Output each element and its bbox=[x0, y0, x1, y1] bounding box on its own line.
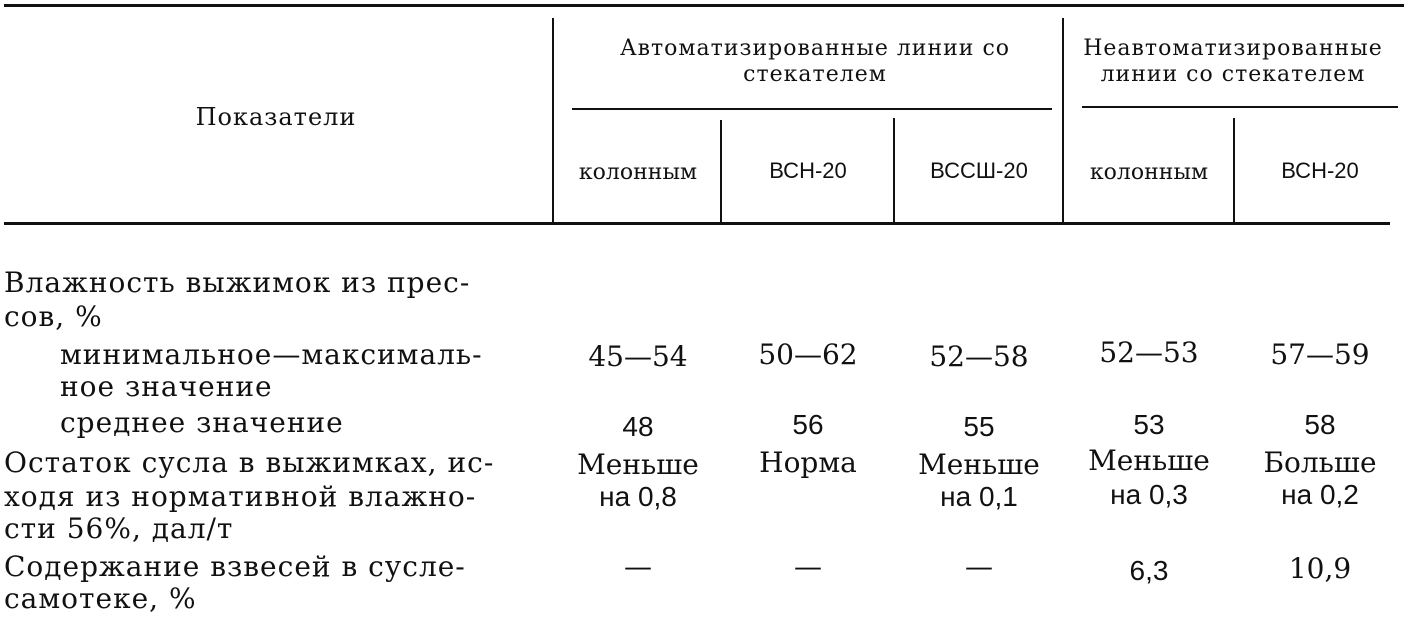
cell-average-2: 56 bbox=[792, 409, 824, 440]
cell-residue-1-line1: Меньше bbox=[577, 448, 699, 481]
row-label-residue-1: Остаток сусла в выжимках, ис- bbox=[4, 446, 495, 479]
col-header-2: ВСН-20 bbox=[769, 158, 847, 183]
cell-average-1: 48 bbox=[622, 411, 654, 442]
row-label-minmax-2: ное значение bbox=[60, 370, 273, 403]
group-nonauto-rule bbox=[1082, 106, 1398, 108]
cell-minmax-3: 52—58 bbox=[929, 340, 1029, 373]
header-bottom-rule bbox=[4, 222, 1390, 225]
divider-groups bbox=[1062, 18, 1064, 222]
cell-residue-3-line2: на 0,1 bbox=[940, 481, 1018, 512]
col-header-5: ВСН-20 bbox=[1281, 158, 1359, 183]
cell-minmax-4: 52—53 bbox=[1099, 336, 1199, 369]
cell-minmax-5: 57—59 bbox=[1270, 338, 1370, 371]
cell-suspended-2: — bbox=[794, 550, 822, 583]
cell-minmax-2: 50—62 bbox=[758, 338, 858, 371]
row-label-minmax-1: минимальное—максималь- bbox=[60, 338, 483, 371]
cell-residue-2-line1: Норма bbox=[759, 446, 857, 479]
top-rule bbox=[4, 4, 1404, 7]
row-label-moisture-1: Влажность выжимок из прес- bbox=[4, 266, 471, 299]
cell-residue-5-line1: Больше bbox=[1263, 446, 1377, 479]
cell-average-3: 55 bbox=[963, 411, 995, 442]
cell-suspended-4: 6,3 bbox=[1129, 555, 1169, 586]
cell-residue-4-line1: Меньше bbox=[1088, 444, 1210, 477]
header-indicator: Показатели bbox=[195, 103, 357, 131]
row-label-average: среднее значение bbox=[60, 406, 344, 439]
divider-indicator bbox=[552, 18, 554, 222]
divider-col1 bbox=[720, 120, 722, 222]
cell-suspended-1: — bbox=[624, 550, 652, 583]
col-header-4: колонным bbox=[1089, 160, 1209, 185]
cell-average-4: 53 bbox=[1133, 409, 1165, 440]
cell-suspended-5: 10,9 bbox=[1288, 552, 1352, 585]
header-group-nonauto: Неавтоматизированные линии со стекателем bbox=[1083, 36, 1383, 87]
cell-residue-5-line2: на 0,2 bbox=[1281, 479, 1359, 510]
divider-col4 bbox=[1233, 118, 1235, 222]
cell-residue-1-line2: на 0,8 bbox=[599, 481, 677, 512]
row-label-residue-3: сти 56%, дал/т bbox=[4, 512, 234, 545]
header-group-auto: Автоматизированные линии со стекателем bbox=[619, 36, 1011, 87]
cell-minmax-1: 45—54 bbox=[588, 340, 688, 373]
group-auto-rule bbox=[572, 108, 1052, 110]
divider-col2 bbox=[893, 118, 895, 222]
row-label-residue-2: ходя из нормативной влажно- bbox=[4, 480, 477, 513]
cell-average-5: 58 bbox=[1304, 409, 1336, 440]
row-label-suspended-2: самотеке, % bbox=[4, 582, 197, 615]
cell-residue-3-line1: Меньше bbox=[918, 448, 1040, 481]
row-label-moisture-2: сов, % bbox=[4, 300, 103, 333]
col-header-1: колонным bbox=[578, 160, 698, 185]
row-label-suspended-1: Содержание взвесей в сусле- bbox=[4, 550, 466, 583]
col-header-3: ВССШ-20 bbox=[930, 158, 1028, 183]
cell-suspended-3: — bbox=[965, 550, 993, 583]
cell-residue-4-line2: на 0,3 bbox=[1110, 479, 1188, 510]
